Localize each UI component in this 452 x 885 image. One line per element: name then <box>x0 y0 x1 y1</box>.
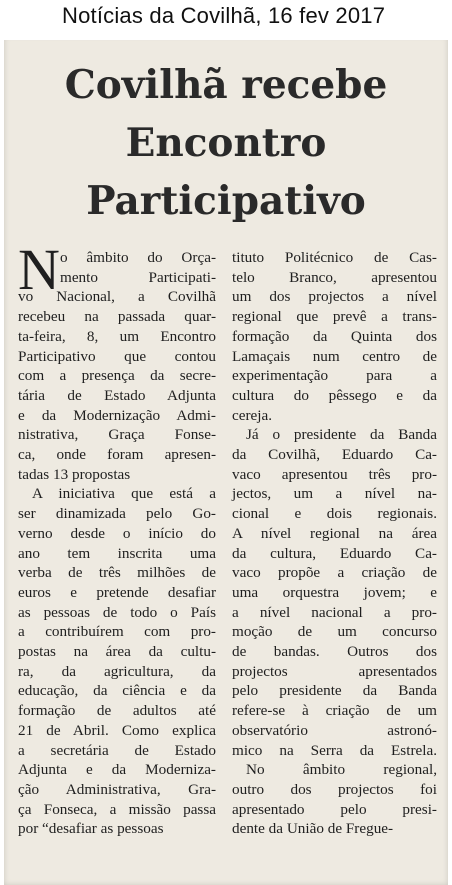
article-line: mento Participati- <box>60 268 216 286</box>
article-line: o âmbito do Orça- <box>60 249 216 266</box>
article-line: euros e pretende desafiar <box>18 583 216 601</box>
article-line: 21 de Abril. Como explica <box>18 721 216 739</box>
headline-line-3: Participativo <box>86 178 366 224</box>
article-line: pelo presidente da Banda <box>232 682 437 700</box>
article-line: ça Fonseca, a missão passa <box>18 800 216 818</box>
article-column-left <box>18 248 216 839</box>
article-line: moção de um concurso <box>232 623 437 641</box>
article-line: outro dos projectos foi <box>232 780 437 798</box>
headline-line-1: Covilhã recebe <box>64 62 388 108</box>
article-headline <box>0 56 452 230</box>
article-line: jectos, um a nível na- <box>232 485 437 503</box>
article-line: postas na área da cultu- <box>18 643 216 661</box>
article-line: apresentado pelo presi- <box>232 800 437 818</box>
article-line: cultura do pêssego e da <box>232 386 437 404</box>
article-line: projectos apresentados <box>232 662 437 680</box>
article-line: Adjunta e da Moderniza- <box>18 761 216 779</box>
article-line: Já o presidente da Banda <box>246 426 437 444</box>
article-line: por “desafiar as pessoas <box>18 820 164 838</box>
drop-cap: N <box>18 237 60 302</box>
clipping-header <box>0 0 452 40</box>
article-line: experimentação para a <box>232 367 437 385</box>
article-line: No âmbito regional, <box>246 761 437 779</box>
article-line: um dos projectos a nível <box>232 288 437 306</box>
article-line: observatório astronó- <box>232 721 437 739</box>
headline-line-2: Encontro <box>125 120 327 166</box>
article-line: tária de Estado Adjunta <box>18 386 216 404</box>
article-line: a contribuírem com pro- <box>18 623 216 641</box>
article-line: mico na Serra da Estrela. <box>232 741 437 759</box>
article-line: dente da União de Fregue- <box>232 820 394 838</box>
article-line: vaco propõe a criação de <box>232 564 437 582</box>
article-line: ra, da agricultura, da <box>18 662 216 680</box>
article-line: nistrativa, Graça Fonse- <box>18 426 216 444</box>
article-line: formação de adultos até <box>18 702 216 720</box>
article-line: uma orquestra jovem; e <box>232 583 437 601</box>
article-line: formação da Quinta dos <box>232 327 437 345</box>
article-line: da Covilhã, Eduardo Ca- <box>232 446 437 464</box>
article-line: vaco apresentou três pro- <box>232 465 437 483</box>
article-line: com a presença da secre- <box>18 367 216 385</box>
clipping-source: Notícias da Covilhã, 16 fev 2017 <box>62 3 386 28</box>
article-line: verba de três milhões de <box>18 564 216 582</box>
article-line: ser dinamizada pelo Go- <box>18 505 216 523</box>
article-line: vo Nacional, a Covilhã <box>18 288 216 306</box>
article-line: da cultura, Eduardo Ca- <box>232 544 437 562</box>
article-line: ta-feira, 8, um Encontro <box>18 327 216 345</box>
article-line: tadas 13 propostas <box>18 465 131 483</box>
article-line: a nível nacional a pro- <box>232 603 437 621</box>
article-line: tituto Politécnico de Cas- <box>232 249 437 266</box>
article-line: as pessoas de todo o País <box>18 603 216 621</box>
article-line: regional que prevê a trans- <box>232 308 437 326</box>
article-line: a secretária de Estado <box>18 741 216 759</box>
article-line: A nível regional na área <box>232 524 437 542</box>
article-line: de bandas. Outros dos <box>232 643 437 661</box>
article-line: telo Branco, apresentou <box>232 268 437 286</box>
article-line: e da Modernização Admi- <box>18 406 216 424</box>
article-line: verno desde o início do <box>18 524 216 542</box>
article-column-right <box>232 248 437 839</box>
article-line: ca, onde foram apresen- <box>18 446 216 464</box>
article-line: cereja. <box>232 406 273 424</box>
article-line: ano tem inscrita uma <box>18 544 216 562</box>
article-line: educação, da ciência e da <box>18 682 216 700</box>
article-line: ção Administrativa, Gra- <box>18 780 216 798</box>
article-line: recebeu na passada quar- <box>18 308 216 326</box>
article-line: cional e dois regionais. <box>232 505 437 523</box>
article-line: A iniciativa que está a <box>32 485 216 503</box>
article-line: Lamaçais num centro de <box>232 347 437 365</box>
article-line: refere-se à criação de um <box>232 702 437 720</box>
article-line: Participativo que contou <box>18 347 216 365</box>
